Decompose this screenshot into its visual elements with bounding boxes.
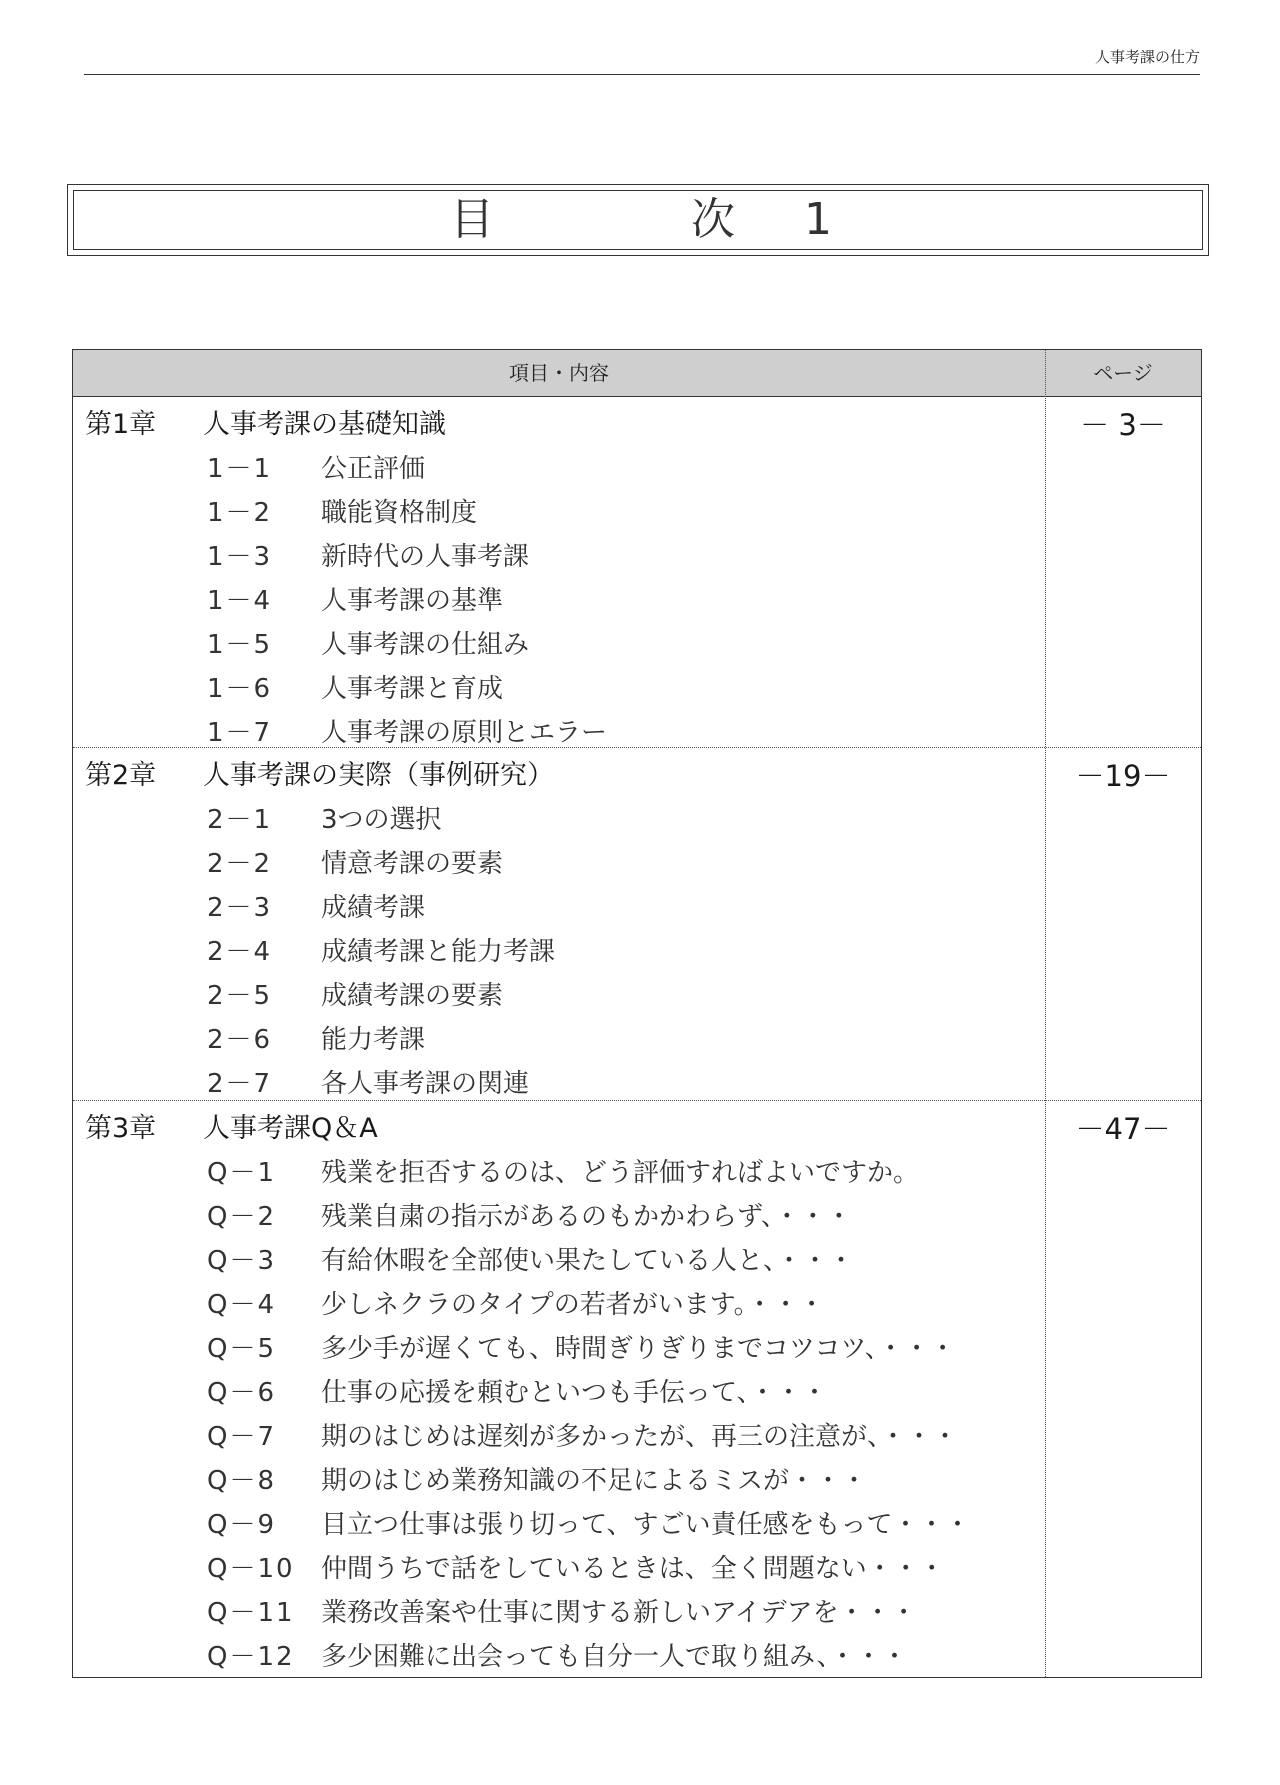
column-divider — [1045, 350, 1046, 1677]
section-text: 人事考課と育成 — [321, 674, 504, 704]
chapter-row-2 — [73, 748, 1201, 1101]
question-item — [73, 1283, 1045, 1327]
toc-title-inner-frame — [73, 190, 1203, 250]
chapter-row-1 — [73, 397, 1201, 748]
question-text: 仕事の応援を頼むといつも手伝って、・・・ — [321, 1378, 828, 1408]
section-item — [73, 930, 1045, 974]
toc-title-number: 1 — [804, 194, 832, 245]
section-number: 2－7 — [207, 1069, 273, 1099]
question-item — [73, 1195, 1045, 1239]
section-number: 2－1 — [207, 805, 273, 835]
chapter-page: －47－ — [1075, 1112, 1171, 1146]
section-text: 人事考課の基準 — [321, 586, 504, 616]
chapter-title: 人事考課の実際（事例研究） — [203, 760, 554, 791]
question-number: Q－12 — [207, 1642, 295, 1672]
section-item — [73, 798, 1045, 842]
section-item — [73, 1062, 1045, 1106]
section-number: 1－5 — [207, 630, 273, 660]
question-number: Q－2 — [207, 1202, 277, 1232]
section-item — [73, 1018, 1045, 1062]
question-number: Q－6 — [207, 1378, 277, 1408]
toc-table-header — [73, 350, 1201, 397]
question-number: Q－8 — [207, 1466, 277, 1496]
question-text: 有給休暇を全部使い果たしている人と、・・・ — [321, 1246, 855, 1276]
question-text: 期のはじめ業務知識の不足によるミスが・・・ — [321, 1466, 868, 1496]
section-number: 2－3 — [207, 893, 273, 923]
question-text: 残業を拒否するのは、どう評価すればよいですか。 — [321, 1158, 920, 1188]
chapter-row-3 — [73, 1101, 1201, 1677]
section-text: 成績考課の要素 — [321, 981, 504, 1011]
toc-table — [72, 349, 1202, 1678]
chapter-number: 第3章 — [85, 1113, 157, 1144]
chapter-page: － 3－ — [1080, 408, 1166, 442]
question-item — [73, 1151, 1045, 1195]
section-item — [73, 974, 1045, 1018]
question-number: Q－11 — [207, 1598, 295, 1628]
section-number: 1－4 — [207, 586, 273, 616]
section-text: 公正評価 — [321, 454, 426, 484]
toc-title-word-2: 次 — [691, 194, 735, 245]
question-text: 多少困難に出会っても自分一人で取り組み、・・・ — [321, 1642, 908, 1672]
question-text: 少しネクラのタイプの若者がいます。・・・ — [321, 1290, 825, 1320]
section-item — [73, 447, 1045, 491]
section-number: 1－3 — [207, 542, 273, 572]
question-number: Q－1 — [207, 1158, 277, 1188]
section-text: 能力考課 — [321, 1025, 426, 1055]
section-number: 1－1 — [207, 454, 273, 484]
section-number: 1－6 — [207, 674, 273, 704]
section-text: 人事考課の原則とエラー — [321, 718, 608, 748]
section-number: 2－2 — [207, 849, 273, 879]
section-text: 人事考課の仕組み — [321, 630, 530, 660]
question-text: 残業自粛の指示があるのもかかわらず、・・・ — [321, 1202, 852, 1232]
section-item — [73, 623, 1045, 667]
section-text: 成績考課と能力考課 — [321, 937, 556, 967]
section-text: 3つの選択 — [321, 805, 442, 835]
section-item — [73, 491, 1045, 535]
chapter-page: －19－ — [1075, 759, 1171, 793]
question-number: Q－7 — [207, 1422, 277, 1452]
column-header-page: ページ — [1093, 361, 1153, 385]
section-item — [73, 535, 1045, 579]
section-number: 1－2 — [207, 498, 273, 528]
question-list — [73, 1151, 1045, 1679]
section-text: 成績考課 — [321, 893, 426, 923]
question-text: 期のはじめは遅刻が多かったが、再三の注意が、・・・ — [321, 1422, 959, 1452]
toc-title-word-1: 目 — [450, 194, 494, 245]
question-item — [73, 1415, 1045, 1459]
question-number: Q－5 — [207, 1334, 277, 1364]
question-number: Q－3 — [207, 1246, 277, 1276]
question-item — [73, 1547, 1045, 1591]
question-item — [73, 1503, 1045, 1547]
toc-title-box — [67, 184, 1209, 256]
question-item — [73, 1591, 1045, 1635]
question-item — [73, 1327, 1045, 1371]
running-header-title: 人事考課の仕方 — [1094, 48, 1200, 66]
section-item — [73, 667, 1045, 711]
question-number: Q－10 — [207, 1554, 295, 1584]
section-item — [73, 842, 1045, 886]
section-list — [73, 798, 1045, 1106]
question-text: 目立つ仕事は張り切って、すごい責任感をもって・・・ — [321, 1510, 971, 1540]
section-number: 1－7 — [207, 718, 273, 748]
section-number: 2－6 — [207, 1025, 273, 1055]
column-header-item: 項目・内容 — [509, 361, 609, 385]
section-item — [73, 579, 1045, 623]
question-item — [73, 1635, 1045, 1679]
chapter-number: 第2章 — [85, 760, 157, 791]
question-text: 業務改善案や仕事に関する新しいアイデアを・・・ — [321, 1598, 917, 1628]
question-item — [73, 1459, 1045, 1503]
section-text: 情意考課の要素 — [321, 849, 504, 879]
question-text: 仲間うちで話をしているときは、全く問題ない・・・ — [321, 1554, 945, 1584]
section-number: 2－4 — [207, 937, 273, 967]
section-item — [73, 886, 1045, 930]
question-number: Q－9 — [207, 1510, 277, 1540]
question-item — [73, 1239, 1045, 1283]
question-number: Q－4 — [207, 1290, 277, 1320]
section-text: 職能資格制度 — [321, 498, 478, 528]
question-item — [73, 1371, 1045, 1415]
chapter-title: 人事考課の基礎知識 — [203, 409, 446, 440]
chapter-number: 第1章 — [85, 409, 157, 440]
question-text: 多少手が遅くても、時間ぎりぎりまでコツコツ、・・・ — [321, 1334, 956, 1364]
chapter-title: 人事考課Q＆A — [203, 1113, 378, 1144]
running-header — [84, 44, 1200, 75]
section-text: 新時代の人事考課 — [321, 542, 530, 572]
section-number: 2－5 — [207, 981, 273, 1011]
section-text: 各人事考課の関連 — [321, 1069, 530, 1099]
section-list — [73, 447, 1045, 755]
